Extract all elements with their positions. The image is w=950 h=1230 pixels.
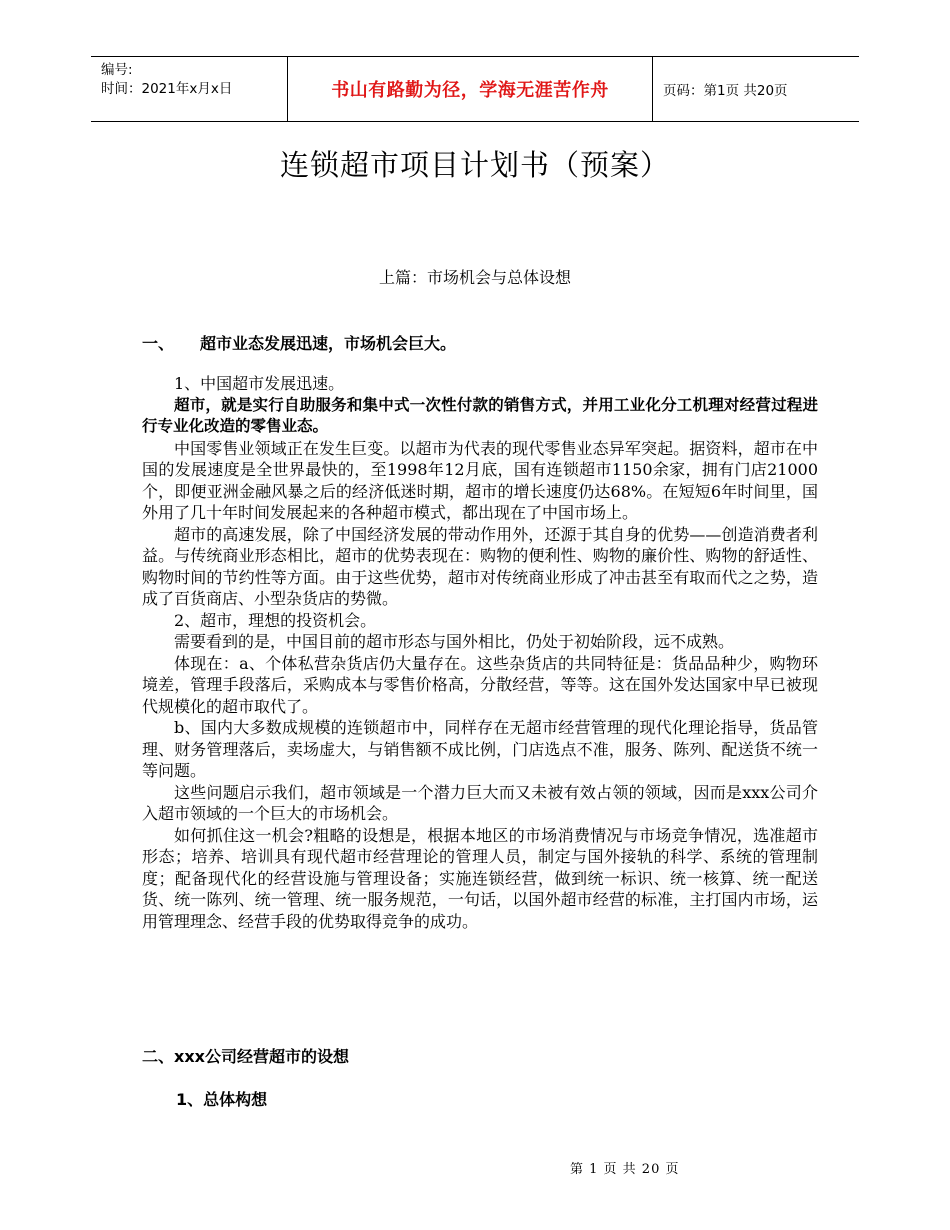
body-text <box>142 373 818 932</box>
paragraph-definition: 超市，就是实行自助服务和集中式一次性付款的销售方式，并用工业化分工机理对经营过程进行专业化改造的零售业态。 <box>142 395 818 435</box>
paragraph: 超市的高速发展，除了中国经济发展的带动作用外，还源于其自身的优势——创造消费者利益。与传统商业形态相比，超市的优势表现在：购物的便利性、购物的廉价性、购物的舒适性、购物时间的节约性等方面。由于这些优势，超市对传统商业形成了冲击甚至有取而代之之势，造成了百货商店、小型杂货店的势微。 <box>142 524 818 608</box>
page-header <box>91 56 859 122</box>
paragraph: 体现在：a、个体私营杂货店仍大量存在。这些杂货店的共同特征是：货品品种少，购物环境差，管理手段落后，采购成本与零售价格高，分散经营，等等。这在国外发达国家中早已被现代规模化的超市取代了。 <box>142 653 818 716</box>
section-number: 一、 <box>142 334 175 353</box>
section-title: 超市业态发展迅速，市场机会巨大。 <box>200 334 457 353</box>
paragraph: 需要看到的是，中国目前的超市形态与国外相比，仍处于初始阶段，远不成熟。 <box>174 632 735 651</box>
time-label: 时间：2021年x月x日 <box>101 81 233 97</box>
header-page-info: 页码：第1页 共20页 <box>663 83 788 99</box>
paragraph: b、国内大多数成规模的连锁超市中，同样存在无超市经营管理的现代化理论指导，货品管理、财务管理落后，卖场虚大，与销售额不成比例，门店选点不准，服务、陈列、配送货不统一等问题。 <box>142 718 818 780</box>
paragraph: 中国零售业领域正在发生巨变。以超市为代表的现代零售业态异军突起。据资料，超市在中国的发展速度是全世界最快的，至1998年12月底，国有连锁超市1150余家，拥有门店21000个，即便亚洲金融风暴之后的经济低迷时期，超市的增长速度仍达68%。在短短6年时间里，国外用了几十年时间发展起来的各种超市模式，都出现在了中国市场上。 <box>142 438 818 522</box>
page-footer: 第 1 页 共 20 页 <box>570 1162 680 1177</box>
paragraph: 这些问题启示我们，超市领域是一个潜力巨大而又未被有效占领的领域，因而是xxx公司介入超市领域的一个巨大的市场机会。 <box>142 782 818 823</box>
header-meta <box>91 57 287 121</box>
code-label: 编号: <box>101 62 133 78</box>
paragraph: 如何抓住这一机会?粗略的设想是，根据本地区的市场消费情况与市场竞争情况，选准超市形态；培养、培训具有现代超市经营理论的管理人员，制定与国外接轨的科学、系统的管理制度；配备现代化的经营设施与管理设备；实施连锁经营，做到统一标识、统一核算、统一配送货、统一陈列、统一管理、统一服务规范，一句话，以国外超市经营的标准，主打国内市场，运用管理理念、经营手段的优势取得竞争的成功。 <box>142 825 818 931</box>
section-heading-1 <box>142 331 456 354</box>
section-heading-2: 二、xxx公司经营超市的设想 <box>142 1047 349 1066</box>
paragraph: 1、中国超市发展迅速。 <box>174 374 345 393</box>
subsection-heading: 1、总体构想 <box>176 1090 268 1109</box>
document-subtitle: 上篇：市场机会与总体设想 <box>378 268 571 287</box>
document-title: 连锁超市项目计划书（预案） <box>279 148 670 182</box>
header-motto: 书山有路勤为径，学海无涯苦作舟 <box>287 57 653 121</box>
paragraph: 2、超市，理想的投资机会。 <box>174 610 377 630</box>
